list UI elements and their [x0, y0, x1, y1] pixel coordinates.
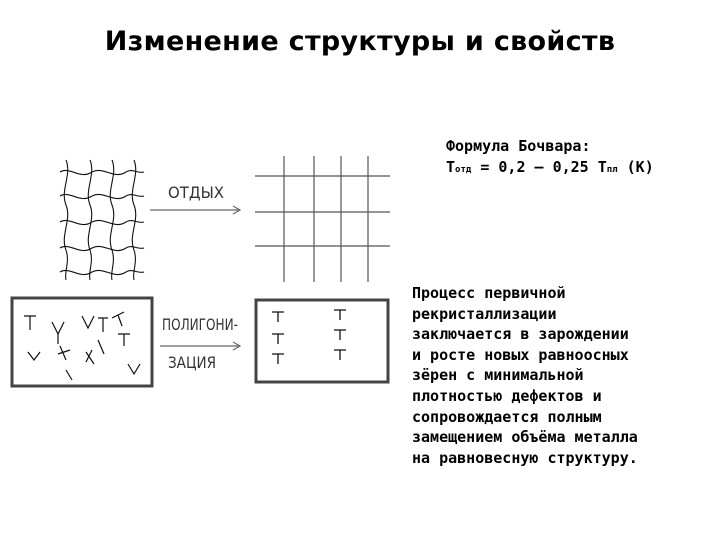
- formula-unit: (К): [617, 158, 654, 176]
- formula-heading: Формула Бочвара:: [446, 137, 591, 155]
- description-line: заключается в зарождении: [412, 325, 629, 344]
- polygonization-arrow: [160, 342, 240, 350]
- polygonization-label-2: ЗАЦИЯ: [168, 353, 216, 372]
- description-line: плотностью дефектов и: [412, 386, 602, 405]
- description-line: рекристаллизации: [412, 304, 557, 323]
- chaotic-dislocations: [24, 312, 140, 380]
- description-line: замещением объёма металла: [412, 428, 638, 447]
- recovery-arrow: [150, 206, 240, 214]
- polygonization-label-1: ПОЛИГОНИ-: [162, 315, 238, 334]
- description-line: Процесс первичной: [412, 284, 566, 302]
- formula-middle: = 0,2 – 0,25 Т: [471, 158, 607, 176]
- deformed-grid: [60, 160, 144, 280]
- description-line: зёрен с минимальной: [412, 366, 584, 385]
- formula-sub-recovery: отд: [455, 165, 472, 175]
- description-line: сопровождается полным: [412, 407, 602, 426]
- formula-sub-melting: пл: [606, 165, 618, 175]
- description-line: на равновесную структуру.: [412, 448, 638, 467]
- aligned-dislocation-walls: [272, 310, 346, 364]
- straight-grid: [255, 156, 390, 282]
- recovery-label: ОТДЫХ: [168, 183, 225, 202]
- slide-title: Изменение структуры и свойств: [104, 26, 616, 57]
- description-line: и росте новых равноосных: [412, 345, 629, 364]
- formula-t-symbol: Т: [446, 158, 456, 176]
- dislocations-box: [12, 298, 152, 386]
